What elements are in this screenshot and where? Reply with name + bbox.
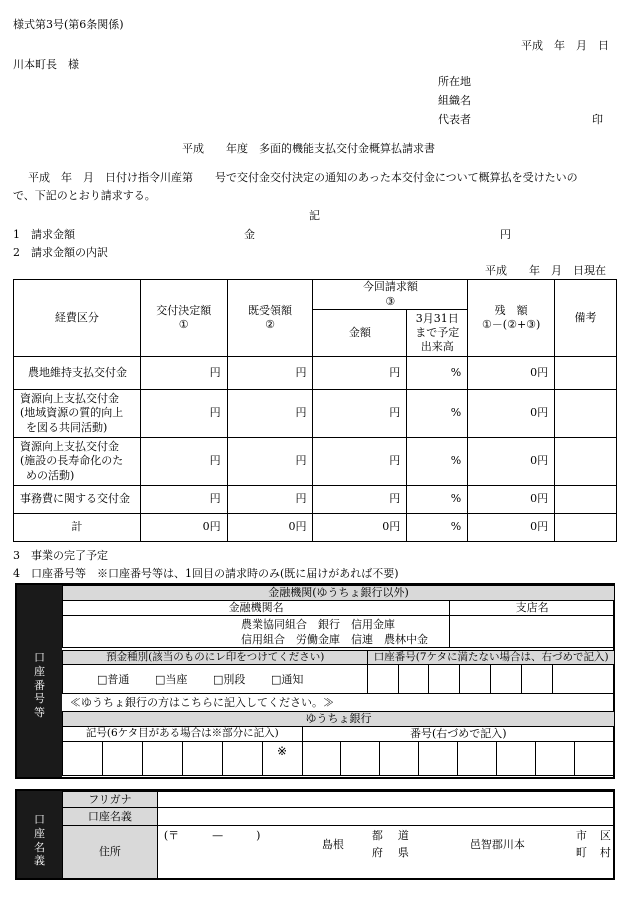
total-remarks: [555, 514, 617, 542]
pref-suffix-dou: 道: [397, 829, 409, 842]
symbol-digit[interactable]: [63, 741, 103, 775]
header-remarks: 備考: [555, 280, 617, 357]
row-balance: 0円: [468, 438, 555, 486]
row-balance: 0円: [468, 486, 555, 514]
row-category: 資源向上支払交付金 (地域資源の質的向上 を図る共同活動): [14, 390, 141, 438]
applicant-rep-label: 代表者: [438, 113, 471, 126]
row-balance: 0円: [468, 357, 555, 390]
item2-label: 2 請求金額の内訳: [13, 246, 108, 259]
total-pct: %: [407, 514, 468, 542]
as-of-date: 平成 年 月 日現在: [485, 264, 606, 277]
seal-mark: 印: [592, 113, 603, 126]
number-digit[interactable]: [302, 741, 341, 775]
number-digit[interactable]: [575, 741, 615, 775]
account-digit[interactable]: [553, 665, 615, 694]
applicant-address-label: 所在地: [438, 75, 471, 88]
yucho-header: ゆうちょ銀行: [63, 712, 615, 727]
account-digit[interactable]: [429, 665, 460, 694]
prefecture: 島根: [321, 838, 344, 851]
row-received[interactable]: 円: [227, 486, 313, 514]
pref-suffix-fu: 府: [371, 846, 383, 859]
symbol-digit[interactable]: [182, 741, 222, 775]
account-no-label: 口座番号(7ケタに満たない場合は、右づめで記入): [368, 651, 615, 665]
bank-institution-grid: [62, 585, 615, 648]
institution-header: 金融機関(ゆうちょ銀行以外): [63, 586, 615, 601]
institution-types-line2[interactable]: 信用組合 労働金庫 信連 農林中金: [241, 632, 428, 646]
table-row: [14, 438, 617, 486]
ki-heading: 記: [309, 209, 320, 222]
branch-name-label: 支店名: [450, 601, 615, 616]
deposit-type-label: 預金種別(該当のものにレ印をつけてください): [63, 651, 368, 665]
number-digit[interactable]: [497, 741, 536, 775]
row-category: 事務費に関する交付金: [14, 486, 141, 514]
furigana-field[interactable]: [157, 792, 614, 808]
yucho-note: ≪ゆうちょ銀行の方はこちらに記入してください。≫: [70, 696, 334, 709]
total-amount: 0円: [313, 514, 407, 542]
row-amount[interactable]: 円: [313, 390, 407, 438]
item3-label: 3 事業の完了予定: [13, 549, 108, 562]
item1-kin: 金: [244, 228, 255, 241]
option-notice-checkbox[interactable]: □通知: [271, 673, 304, 687]
number-digit[interactable]: [380, 741, 419, 775]
header-received: 既受領額 ②: [227, 280, 313, 357]
table-row: [14, 390, 617, 438]
row-pct[interactable]: %: [407, 357, 468, 390]
table-total-row: [14, 514, 617, 542]
pref-suffix-to: 都: [371, 829, 383, 842]
row-remarks[interactable]: [555, 486, 617, 514]
table-row: [14, 357, 617, 390]
table-row: [14, 486, 617, 514]
holder-side-label: 口座名義: [17, 791, 62, 878]
form-id: 様式第3号(第6条関係): [13, 18, 124, 31]
holder-name-field[interactable]: [157, 808, 614, 826]
item1-label: 1 請求金額: [13, 228, 75, 241]
muni-suffix-shi: 市: [575, 829, 587, 842]
total-balance: 0円: [468, 514, 555, 542]
yucho-grid: [62, 711, 615, 776]
header-current: 今回請求額 ③: [313, 280, 468, 310]
symbol-digit[interactable]: [142, 741, 182, 775]
total-received: 0円: [227, 514, 313, 542]
addressee: 川本町長 様: [13, 58, 79, 71]
row-received[interactable]: 円: [227, 438, 313, 486]
muni-suffix-mura: 村: [599, 846, 611, 859]
body-text-line-2: で、下記のとおり請求する。: [13, 189, 156, 202]
account-digit[interactable]: [522, 665, 553, 694]
row-decided[interactable]: 円: [140, 438, 227, 486]
row-category: 農地維持支払交付金: [14, 357, 141, 390]
holder-name-label: 口座名義: [63, 808, 158, 826]
row-decided[interactable]: 円: [140, 486, 227, 514]
row-pct[interactable]: %: [407, 438, 468, 486]
symbol-digit[interactable]: [102, 741, 142, 775]
body-text-line-1: 平成 年 月 日付け指令川産第 号で交付金交付決定の通知のあった本交付金について概算払を受けたいの: [28, 171, 578, 184]
row-pct[interactable]: %: [407, 390, 468, 438]
institution-name-field[interactable]: [63, 615, 450, 647]
row-received[interactable]: 円: [227, 390, 313, 438]
symbol-digit-extra[interactable]: ※: [262, 741, 302, 775]
header-progress: 3月31日 まで予定 出来高: [407, 310, 468, 357]
district: 邑智郡川本: [469, 838, 525, 851]
bank-side-label: 口座番号等: [17, 585, 62, 777]
postal-code[interactable]: (〒 — ): [163, 829, 261, 842]
item4-label: 4 口座番号等 ※口座番号等は、1回目の請求時のみ(既に届けがあれば不要): [13, 567, 399, 580]
row-amount[interactable]: 円: [313, 486, 407, 514]
total-label: 計: [14, 514, 141, 542]
muni-suffix-machi: 町: [575, 846, 587, 859]
header-category: 経費区分: [14, 280, 141, 357]
holder-address-field[interactable]: [157, 826, 614, 879]
account-digit[interactable]: [368, 665, 399, 694]
document-title: 平成 年度 多面的機能支払交付金概算払請求書: [182, 142, 435, 155]
budget-table: [13, 279, 617, 542]
row-decided[interactable]: 円: [140, 357, 227, 390]
pref-suffix-ken: 県: [397, 846, 409, 859]
row-amount[interactable]: 円: [313, 438, 407, 486]
furigana-label: フリガナ: [63, 792, 158, 808]
yucho-symbol-label: 記号(6ケタ目がある場合は※部分に記入): [63, 726, 303, 741]
row-category: 資源向上支払交付金 (施設の長寿命化のた めの活動): [14, 438, 141, 486]
header-balance: 残 額 ①－(②+③): [468, 280, 555, 357]
option-regular-checkbox[interactable]: □普通: [97, 673, 130, 687]
row-remarks[interactable]: [555, 438, 617, 486]
row-remarks[interactable]: [555, 357, 617, 390]
item1-yen: 円: [500, 228, 511, 241]
date-line: 平成 年 月 日: [521, 39, 609, 52]
institution-name-label: 金融機関名: [63, 601, 450, 616]
header-amount: 金額: [313, 310, 407, 357]
row-remarks[interactable]: [555, 390, 617, 438]
option-current-checkbox[interactable]: □当座: [155, 673, 188, 687]
holder-address-label: 住所: [63, 826, 158, 879]
account-digit[interactable]: [460, 665, 491, 694]
total-decided: 0円: [140, 514, 227, 542]
number-digit[interactable]: [341, 741, 380, 775]
row-decided[interactable]: 円: [140, 390, 227, 438]
institution-types-line1[interactable]: 農業協同組合 銀行 信用金庫: [241, 617, 395, 631]
account-digit[interactable]: [491, 665, 522, 694]
row-received[interactable]: 円: [227, 357, 313, 390]
number-digit[interactable]: [536, 741, 575, 775]
option-special-checkbox[interactable]: □別段: [213, 673, 246, 687]
account-digit[interactable]: [399, 665, 429, 694]
yucho-number-label: 番号(右づめで記入): [302, 726, 614, 741]
symbol-digit[interactable]: [222, 741, 262, 775]
row-amount[interactable]: 円: [313, 357, 407, 390]
applicant-org-label: 組織名: [438, 94, 471, 107]
row-pct[interactable]: %: [407, 486, 468, 514]
header-decided: 交付決定額 ①: [140, 280, 227, 357]
muni-suffix-ku: 区: [599, 829, 611, 842]
deposit-type-options: [63, 665, 368, 694]
holder-grid: [62, 791, 615, 879]
row-balance: 0円: [468, 390, 555, 438]
branch-name-field[interactable]: [450, 615, 615, 647]
number-digit[interactable]: [419, 741, 458, 775]
number-digit[interactable]: [458, 741, 497, 775]
deposit-grid: [62, 650, 615, 694]
